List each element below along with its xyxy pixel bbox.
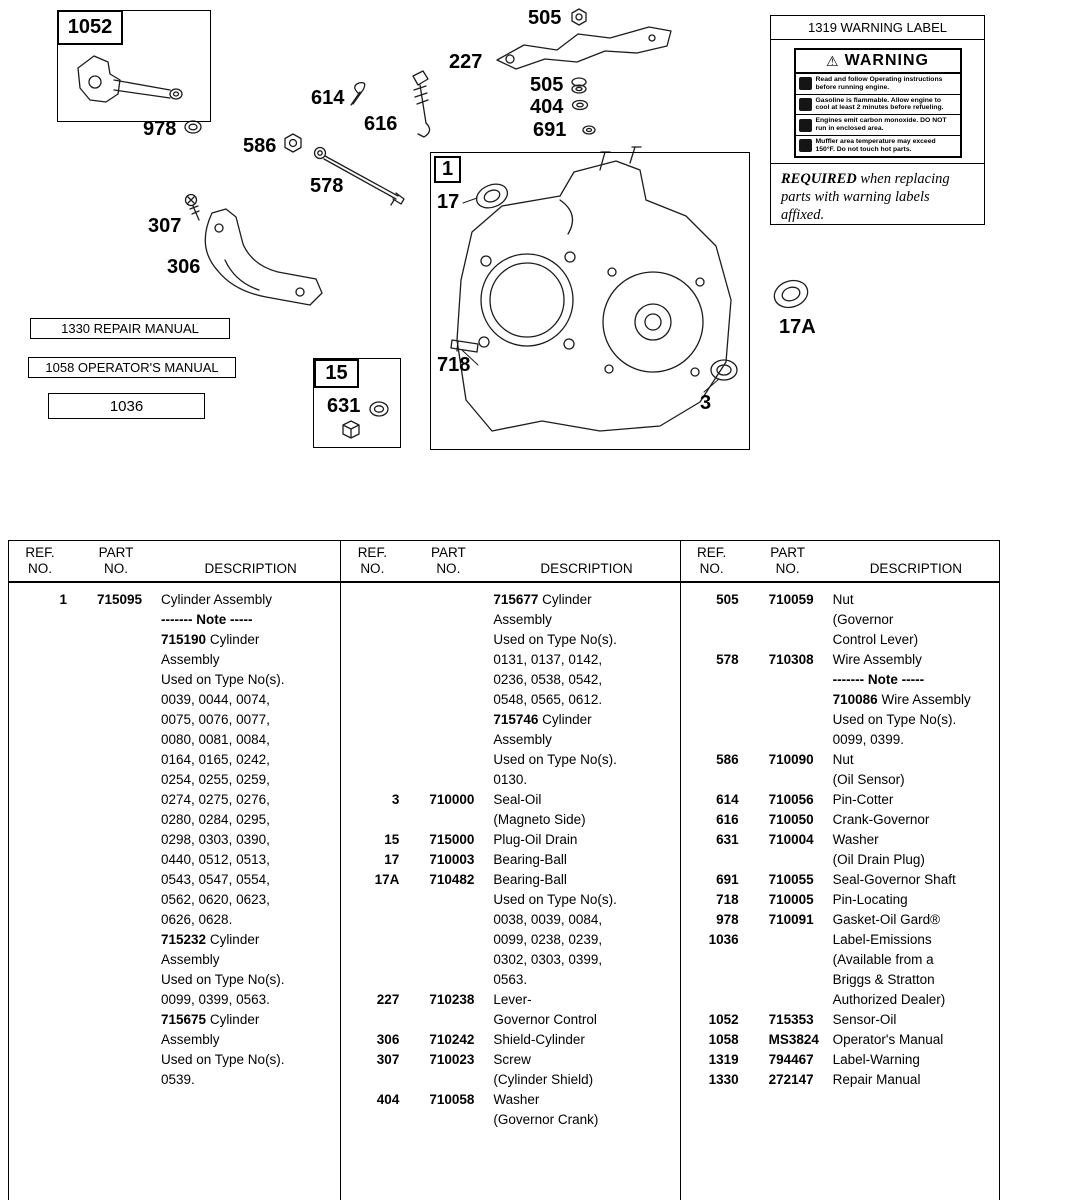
governor-shaft-seal-drawing: [583, 126, 595, 134]
table-row: [341, 830, 679, 850]
ref-no-cell: 15: [384, 832, 400, 847]
table-row: [681, 1010, 999, 1030]
table-row: [341, 1090, 679, 1130]
description-cell: Seal-Oil (Magneto Side): [493, 792, 586, 827]
part-no-cell: 710059: [768, 592, 814, 607]
table-row: [681, 790, 999, 810]
table-row: [681, 590, 999, 650]
ref-no-cell: 227: [376, 992, 400, 1007]
ref-no-cell: 578: [716, 652, 739, 667]
table-row: [341, 1050, 679, 1090]
ref-no-cell: 616: [716, 812, 739, 827]
warning-row-text: Muffler area temperature may exceed 150°F. Do not touch hot parts.: [815, 137, 936, 153]
description-header: DESCRIPTION: [204, 561, 297, 576]
ref-no-cell: 718: [716, 892, 739, 907]
part-no-cell: 715000: [429, 832, 475, 847]
description-cell: Label-Emissions (Available from a Briggs & Stratton Authorized Dealer): [832, 932, 946, 1007]
table-row: [681, 650, 999, 750]
ref-no-cell: 1052: [708, 1012, 739, 1027]
description-cell: Pin-Locating: [832, 892, 908, 907]
ref-no-header: REF. NO.: [697, 545, 727, 576]
description-cell: Bearing-Ball: [493, 852, 567, 867]
description-cell: Nut (Oil Sensor): [832, 752, 905, 787]
description-cell: Lever- Governor Control: [493, 992, 597, 1027]
callout-1: 1: [434, 156, 461, 183]
description-cell: Label-Warning: [832, 1052, 920, 1067]
warning-heading-row: [796, 50, 960, 74]
table-row: [681, 1030, 999, 1050]
part-no-header: PART NO.: [430, 545, 466, 576]
part-no-cell: [743, 930, 833, 1010]
part-no-cell: 710023: [429, 1052, 475, 1067]
part-no-cell: 710058: [429, 1092, 475, 1107]
ref-no-cell: 691: [716, 872, 739, 887]
ref-no-header: REF. NO.: [25, 545, 55, 576]
description-cell: Cylinder Assembly ------- Note ----- 715190 Cylinder Assembly Used on Type No(s). 0039, 0044, 0074, 0075, 0076, 0077, 0080, 0081, 0084, 0164, 0165, 0242, 0254, 0255, 0259, 0274, 0275, 0276, 0280, 0284, 0295, 0298, 0303, 0390, 0440, 0512, 0513, 0543, 0547, 0554, 0562, 0620, 0623, 0626, 0628. 715232 Cylinder Assembly Used on Type No(s). 0099, 0399, 0563. 715675 Cylinder Assembly Used on Type No(s). 0539.: [161, 592, 285, 1087]
part-no-cell: 710000: [429, 792, 475, 807]
part-no-cell: 710005: [768, 892, 814, 907]
ref-no-cell: 3: [391, 792, 400, 807]
cylinder-shield-drawing: [205, 209, 322, 305]
table-row: [341, 870, 679, 990]
callout-3: 3: [700, 392, 712, 414]
description-cell: Seal-Governor Shaft: [832, 872, 956, 887]
part-no-cell: 715095: [97, 592, 143, 607]
callout-17a: 17A: [779, 316, 816, 338]
callout-15: 15: [314, 359, 359, 388]
part-no-cell: 710482: [429, 872, 475, 887]
part-no-cell: 715353: [768, 1012, 814, 1027]
description-cell: Washer (Oil Drain Plug): [832, 832, 925, 867]
table-body: [341, 583, 679, 1130]
part-no-cell: 710056: [768, 792, 814, 807]
callout-505-mid: 505: [530, 74, 564, 96]
part-no-cell: 710004: [768, 832, 814, 847]
description-cell: Screw (Cylinder Shield): [493, 1052, 594, 1087]
part-no-cell: 710050: [768, 812, 814, 827]
ref-no-cell: 1319: [708, 1052, 739, 1067]
governor-nut-drawing: [572, 9, 586, 25]
description-cell: Wire Assembly ------- Note ----- 710086 Wire Assembly Used on Type No(s). 0099, 0399.: [832, 652, 971, 747]
table-row: [681, 930, 999, 1010]
ball-bearing-17a-drawing: [771, 276, 811, 311]
table-row: [341, 850, 679, 870]
ref-no-cell: 1036: [708, 932, 739, 947]
part-no-cell: 710055: [768, 872, 814, 887]
description-cell: Bearing-Ball Used on Type No(s). 0038, 0039, 0084, 0099, 0238, 0239, 0302, 0303, 0399, 0563.: [493, 872, 617, 987]
table-header: [341, 541, 679, 583]
description-cell: Nut (Governor Control Lever): [832, 592, 919, 647]
description-header: DESCRIPTION: [540, 561, 633, 576]
table-row: [681, 1050, 999, 1070]
ref-no-cell: 1058: [708, 1032, 739, 1047]
oil-sensor-nut-drawing: [285, 134, 301, 152]
warning-row: [796, 74, 960, 95]
table-row: [681, 870, 999, 890]
ref-no-cell: 404: [376, 1092, 400, 1107]
description-cell: Pin-Cotter: [832, 792, 894, 807]
ref-no-header: REF. NO.: [357, 545, 387, 576]
table-row: [341, 990, 679, 1030]
callout-307: 307: [148, 215, 182, 237]
callout-978: 978: [143, 118, 177, 140]
table-row: [681, 750, 999, 790]
description-cell: 715677 Cylinder Assembly Used on Type No(s). 0131, 0137, 0142, 0236, 0538, 0542, 0548, 0565, 0612. 715746 Cylinder Assembly Used on Type No(s). 0130.: [493, 592, 617, 787]
required-text: when replacing parts with warning labels affixed.: [781, 170, 950, 223]
description-cell: Washer (Governor Crank): [493, 1092, 599, 1127]
callout-586: 586: [243, 135, 277, 157]
part-no-cell: 272147: [768, 1072, 814, 1087]
warning-rows: [796, 74, 960, 156]
ref-no-cell: 307: [376, 1052, 400, 1067]
description-cell: Operator's Manual: [832, 1032, 944, 1047]
callout-578: 578: [310, 175, 344, 197]
required-word: REQUIRED: [781, 170, 857, 187]
warning-triangle-icon: ⚠: [826, 52, 840, 69]
callout-718: 718: [437, 354, 471, 376]
table-row: [9, 590, 340, 1090]
part-no-cell: MS3824: [768, 1032, 819, 1047]
warning-row: [796, 136, 960, 156]
flammable-icon: [799, 98, 812, 111]
description-cell: Sensor-Oil: [832, 1012, 897, 1027]
warning-required-note: [771, 163, 984, 228]
callout-631: 631: [327, 395, 361, 417]
parts-table-column-2: [340, 541, 679, 1200]
part-no-cell: 710238: [429, 992, 475, 1007]
callout-404: 404: [530, 96, 564, 118]
description-cell: Shield-Cylinder: [493, 1032, 585, 1047]
warning-row-text: Engines emit carbon monoxide. DO NOT run in enclosed area.: [815, 117, 947, 133]
table-row: [681, 830, 999, 870]
governor-washer-drawing: [572, 78, 586, 93]
ref-no-cell: 306: [376, 1032, 400, 1047]
emissions-label: 1036: [48, 393, 205, 419]
warning-row: [796, 95, 960, 116]
part-no-header: PART NO.: [98, 545, 134, 576]
callout-691: 691: [533, 119, 567, 141]
warning-row: [796, 115, 960, 136]
ref-no-cell: 17: [384, 852, 400, 867]
oil-gard-gasket-drawing: [185, 121, 201, 133]
ref-no-cell: 631: [716, 832, 739, 847]
table-header: [681, 541, 999, 583]
table-row: [341, 790, 679, 830]
governor-crank-washer-drawing: [573, 101, 588, 110]
part-no-cell: [403, 590, 493, 790]
callout-1052: 1052: [57, 10, 123, 45]
warning-panel-title: 1319 WARNING LABEL: [771, 16, 984, 40]
operating-instructions-icon: [799, 77, 812, 90]
warning-label-graphic: [794, 48, 962, 158]
description-cell: Crank-Governor: [832, 812, 930, 827]
callout-616: 616: [364, 113, 398, 135]
table-row: [341, 1030, 679, 1050]
part-no-cell: 794467: [768, 1052, 814, 1067]
repair-manual-label: 1330 REPAIR MANUAL: [30, 318, 230, 339]
description-cell: Gasket-Oil Gard®: [832, 912, 941, 927]
parts-table: [8, 540, 1000, 1200]
callout-17: 17: [437, 191, 460, 213]
table-header: [9, 541, 340, 583]
ref-no-cell: 1: [59, 592, 67, 607]
ref-no-cell: 17A: [374, 872, 400, 887]
table-row: [681, 890, 999, 910]
carbon-monoxide-icon: [799, 119, 812, 132]
callout-505-top: 505: [528, 7, 562, 29]
table-row: [341, 590, 679, 790]
cotter-pin-drawing: [351, 83, 365, 105]
parts-table-column-1: [9, 541, 340, 1200]
hot-surface-icon: [799, 139, 812, 152]
ref-no-cell: 586: [716, 752, 739, 767]
ref-no-cell: 978: [716, 912, 739, 927]
part-no-cell: 710091: [768, 912, 814, 927]
governor-lever-drawing: [497, 27, 671, 69]
ref-no-cell: [341, 590, 403, 790]
callout-306: 306: [167, 256, 201, 278]
part-no-header: PART NO.: [770, 545, 806, 576]
part-no-cell: 710242: [429, 1032, 475, 1047]
governor-crank-drawing: [413, 71, 430, 137]
part-no-cell: 710003: [429, 852, 475, 867]
shield-screw-drawing: [186, 195, 200, 221]
warning-label-panel: [770, 15, 985, 225]
table-row: [681, 910, 999, 930]
callout-227: 227: [449, 51, 483, 73]
table-row: [681, 810, 999, 830]
warning-row-text: Read and follow Operating instructions before running engine.: [815, 76, 943, 91]
callout-614: 614: [311, 87, 345, 109]
ref-no-cell: 1330: [708, 1072, 739, 1087]
warning-heading: WARNING: [844, 52, 929, 69]
description-cell: Repair Manual: [832, 1072, 921, 1087]
table-row: [681, 1070, 999, 1090]
ref-no-cell: 505: [716, 592, 739, 607]
table-body: [681, 583, 999, 1090]
operators-manual-label: 1058 OPERATOR'S MANUAL: [28, 357, 236, 378]
description-header: DESCRIPTION: [869, 561, 962, 576]
warning-row-text: Gasoline is flammable. Allow engine to cool at least 2 minutes before refueling.: [815, 96, 944, 112]
part-no-cell: 710308: [768, 652, 814, 667]
description-cell: Plug-Oil Drain: [493, 832, 578, 847]
ref-no-cell: 614: [716, 792, 739, 807]
part-no-cell: 710090: [768, 752, 814, 767]
table-body: [9, 583, 340, 1090]
parts-table-column-3: [680, 541, 999, 1200]
